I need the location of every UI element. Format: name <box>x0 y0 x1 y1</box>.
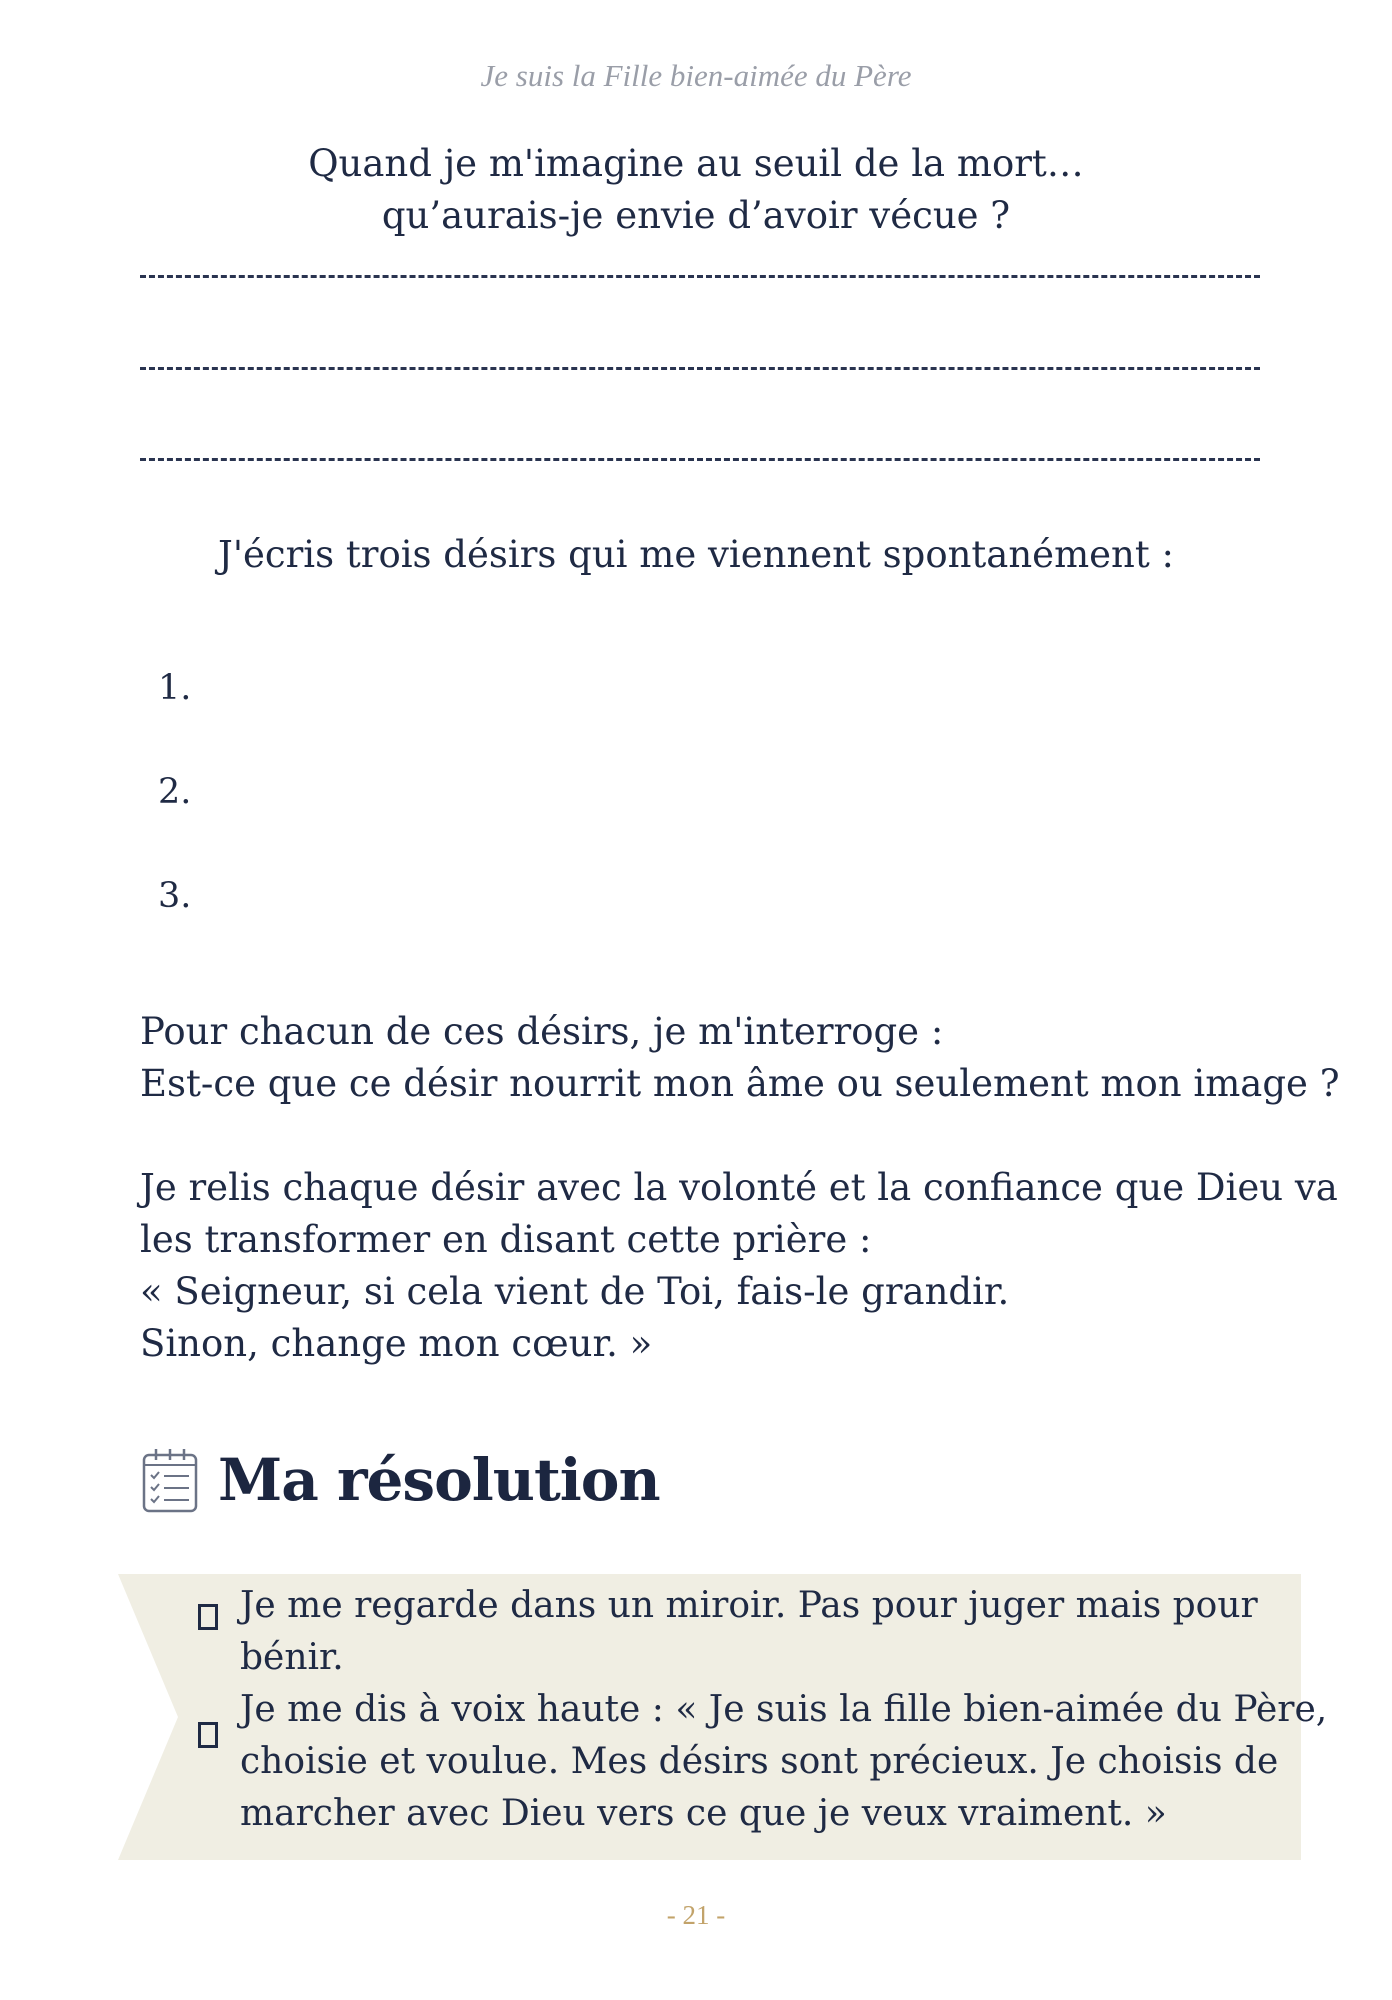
reflection-line-2: Est-ce que ce désir nourrit mon âme ou seulement mon image ? <box>140 1062 1340 1105</box>
desire-number-3: 3. <box>158 876 192 916</box>
reflection-line-1: Pour chacun de ces désirs, je m'interroge : <box>140 1010 944 1053</box>
prayer-line-3: « Seigneur, si cela vient de Toi, fais-le grandir. <box>140 1270 1010 1313</box>
checklist-icon <box>140 1445 202 1515</box>
resolution-title: Ma résolution <box>218 1446 660 1514</box>
resolution-item-1-line-2: bénir. <box>240 1637 344 1678</box>
resolution-heading <box>140 1440 660 1520</box>
question-line-1: Quand je m'imagine au seuil de la mort… <box>308 142 1084 185</box>
resolution-item-1-line-1: Je me regarde dans un miroir. Pas pour juger mais pour <box>240 1585 1258 1626</box>
prayer-paragraph <box>140 1162 1338 1370</box>
answer-line-3 <box>140 458 1260 461</box>
question-line-2: qu’aurais-je envie d’avoir vécue ? <box>381 194 1011 237</box>
answer-line-2 <box>140 367 1260 370</box>
prayer-line-4: Sinon, change mon cœur. » <box>140 1322 653 1365</box>
prayer-line-1: Je relis chaque désir avec la volonté et la confiance que Dieu va <box>140 1166 1338 1209</box>
desire-number-1: 1. <box>158 668 192 708</box>
resolution-item-text <box>240 1684 1328 1840</box>
checkbox-icon[interactable] <box>198 1722 218 1748</box>
reflection-paragraph <box>140 1006 1340 1110</box>
desires-prompt: J'écris trois désirs qui me viennent spontanément : <box>218 533 1174 576</box>
resolution-item-text <box>240 1580 1310 1684</box>
answer-line-1 <box>140 275 1260 278</box>
desire-number-2: 2. <box>158 772 192 812</box>
page-number: - 21 - <box>666 1900 726 1930</box>
running-header: Je suis la Fille bien-aimée du Père <box>480 58 912 93</box>
resolution-item-2-line-2: choisie et voulue. Mes désirs sont précieux. Je choisis de <box>240 1741 1279 1782</box>
resolution-item-2-line-3: marcher avec Dieu vers ce que je veux vraiment. » <box>240 1793 1167 1834</box>
resolution-item-2-line-1: Je me dis à voix haute : « Je suis la fille bien-aimée du Père, <box>240 1689 1328 1730</box>
reflection-question <box>0 138 1392 242</box>
prayer-line-2: les transformer en disant cette prière : <box>140 1218 872 1261</box>
checkbox-icon[interactable] <box>198 1604 218 1630</box>
